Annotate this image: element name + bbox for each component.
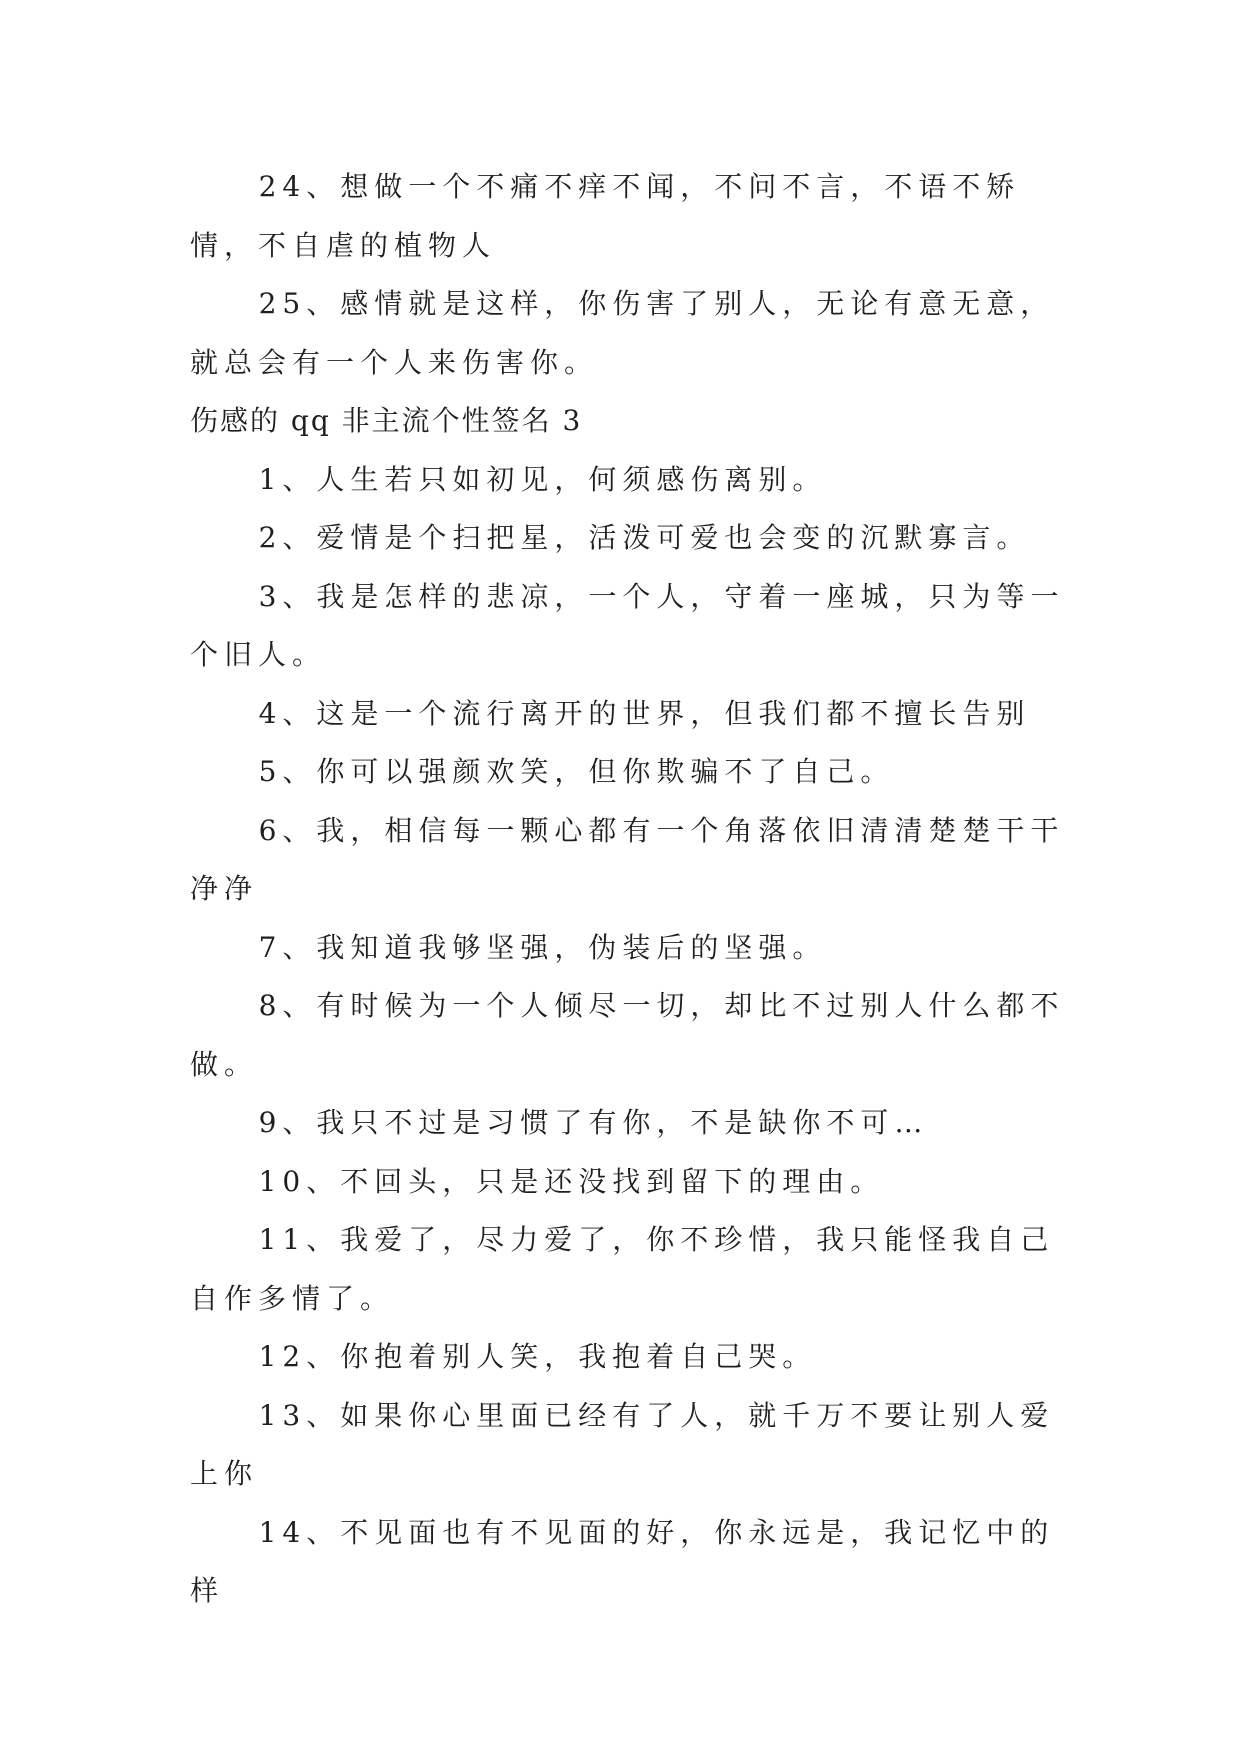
paragraph-9: 9、我只不过是习惯了有你，不是缺你不可… xyxy=(258,1106,929,1139)
paragraph-3: 3、我是怎样的悲凉，一个人，守着一座城，只为等一个旧人。 xyxy=(190,579,1065,671)
paragraph-4: 4、这是一个流行离开的世界，但我们都不擅长告别 xyxy=(258,696,1031,730)
section-heading: 伤感的 qq 非主流个性签名 3 xyxy=(190,404,583,437)
paragraph-11: 11、我爱了，尽力爱了，你不珍惜，我只能怪我自己自作多情了。 xyxy=(190,1223,1055,1315)
paragraph-10: 10、不回头，只是还没找到留下的理由。 xyxy=(258,1164,885,1198)
paragraph-2: 2、爱情是个扫把星，活泼可爱也会变的沉默寡言。 xyxy=(258,521,1031,554)
paragraph-5: 5、你可以强颜欢笑，但你欺骗不了自己。 xyxy=(258,755,895,788)
paragraph-24: 24、想做一个不痛不痒不闻，不问不言，不语不矫情，不自虐的植物人 xyxy=(190,170,1021,262)
paragraph-12: 12、你抱着别人笑，我抱着自己哭。 xyxy=(258,1340,817,1373)
paragraph-7: 7、我知道我够坚强，伪装后的坚强。 xyxy=(258,930,827,964)
paragraph-8: 8、有时候为一个人倾尽一切，却比不过别人什么都不做。 xyxy=(190,989,1065,1081)
paragraph-6: 6、我，相信每一颗心都有一个角落依旧清清楚楚干干净净 xyxy=(190,813,1065,905)
paragraph-13: 13、如果你心里面已经有了人，就千万不要让别人爱上你 xyxy=(190,1398,1055,1490)
paragraph-25: 25、感情就是这样，你伤害了别人，无论有意无意，就总会有一个人来伤害你。 xyxy=(190,287,1055,379)
paragraph-14: 14、不见面也有不见面的好，你永远是，我记忆中的样 xyxy=(190,1515,1055,1607)
paragraph-1: 1、人生若只如初见，何须感伤离别。 xyxy=(258,462,827,496)
document-page xyxy=(190,158,1070,1621)
